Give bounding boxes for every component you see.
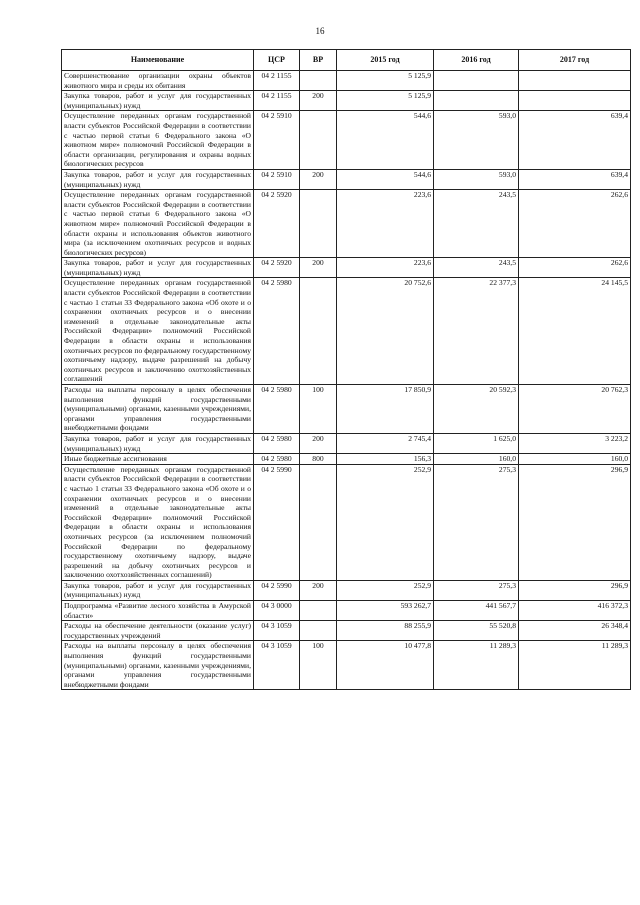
row-csr: 04 2 1155 — [254, 91, 300, 111]
row-2017: 639,4 — [519, 111, 631, 170]
row-2016: 441 567,7 — [434, 601, 519, 621]
row-csr: 04 2 5980 — [254, 385, 300, 434]
table-row — [62, 621, 631, 641]
table-row — [62, 641, 631, 690]
row-vr: 800 — [300, 454, 337, 465]
row-2015: 156,3 — [337, 454, 434, 465]
row-2016 — [434, 71, 519, 91]
row-2017 — [519, 71, 631, 91]
row-2017: 24 145,5 — [519, 278, 631, 385]
table-row — [62, 71, 631, 91]
row-vr: 200 — [300, 433, 337, 453]
row-2015: 593 262,7 — [337, 601, 434, 621]
row-csr: 04 2 5910 — [254, 169, 300, 189]
row-name: Подпрограмма «Развитие лесного хозяйства в Амурской области» — [62, 601, 254, 621]
row-2016 — [434, 91, 519, 111]
row-vr: 200 — [300, 258, 337, 278]
row-2016: 1 625,0 — [434, 433, 519, 453]
row-2017: 160,0 — [519, 454, 631, 465]
row-2017: 639,4 — [519, 169, 631, 189]
row-name: Закупка товаров, работ и услуг для государственных (муниципальных) нужд — [62, 580, 254, 600]
table-row — [62, 454, 631, 465]
row-2016: 160,0 — [434, 454, 519, 465]
row-2017 — [519, 91, 631, 111]
row-csr: 04 2 1155 — [254, 71, 300, 91]
header-csr: ЦСР — [254, 50, 300, 71]
row-2015: 17 850,9 — [337, 385, 434, 434]
row-2016: 593,0 — [434, 169, 519, 189]
table-row — [62, 91, 631, 111]
row-name: Осуществление переданных органам государственной власти субъектов Российской Федерации в соответствии с частью первой статьи 6 Федерального закона «О животном мире» полномочий Российской Федерации в области организации, регулирования и охраны водных биологических ресурсов — [62, 111, 254, 170]
row-name: Закупка товаров, работ и услуг для государственных (муниципальных) нужд — [62, 433, 254, 453]
row-2017: 296,9 — [519, 580, 631, 600]
row-csr: 04 2 5990 — [254, 464, 300, 580]
table-row — [62, 278, 631, 385]
row-csr: 04 3 1059 — [254, 641, 300, 690]
row-2016: 275,3 — [434, 464, 519, 580]
row-csr: 04 3 0000 — [254, 601, 300, 621]
row-2016: 243,5 — [434, 190, 519, 258]
row-2017: 416 372,3 — [519, 601, 631, 621]
table-row — [62, 111, 631, 170]
row-csr: 04 2 5910 — [254, 111, 300, 170]
row-vr — [300, 71, 337, 91]
row-vr — [300, 278, 337, 385]
row-name: Осуществление переданных органам государственной власти субъектов Российской Федерации в соответствии с частью первой статьи 6 Федерального закона «О животном мире» полномочий Российской Федерации в области охраны и использования объектов животного мира (за исключением охотничьих ресурсов и водных биологических ресурсов) — [62, 190, 254, 258]
row-2016: 11 289,3 — [434, 641, 519, 690]
row-2015: 544,6 — [337, 169, 434, 189]
row-vr: 100 — [300, 385, 337, 434]
row-name: Осуществление переданных органам государственной власти субъектов Российской Федерации в соответствии с частью 1 статьи 33 Федерального закона «Об охоте и о сохранении охотничьих ресурсов и о внесении изменений в отдельные законодательные акты Российской Федерации» полномочий Российской Федерации в области охраны и использования охотничьих ресурсов по федеральному государственному охотничьему надзору, выдаче разрешений на добычу охотничьих ресурсов и заключению охотхозяйственных соглашений — [62, 278, 254, 385]
budget-table — [61, 49, 631, 690]
row-2017: 11 289,3 — [519, 641, 631, 690]
row-2015: 5 125,9 — [337, 71, 434, 91]
row-csr: 04 2 5920 — [254, 190, 300, 258]
row-vr: 100 — [300, 641, 337, 690]
row-name: Совершенствование организации охраны объектов животного мира и среды их обитания — [62, 71, 254, 91]
row-vr: 200 — [300, 580, 337, 600]
row-vr: 200 — [300, 169, 337, 189]
row-2017: 262,6 — [519, 258, 631, 278]
row-vr — [300, 464, 337, 580]
row-2015: 88 255,9 — [337, 621, 434, 641]
row-2016: 20 592,3 — [434, 385, 519, 434]
row-vr: 200 — [300, 91, 337, 111]
row-csr: 04 2 5980 — [254, 433, 300, 453]
row-2017: 3 223,2 — [519, 433, 631, 453]
row-name: Расходы на выплаты персоналу в целях обеспечения выполнения функций государственными (муниципальными) органами, казенными учреждениями, органами управления государственными внебюджетными фондами — [62, 641, 254, 690]
header-name: Наименование — [62, 50, 254, 71]
row-2016: 275,3 — [434, 580, 519, 600]
header-2015: 2015 год — [337, 50, 434, 71]
row-csr: 04 3 1059 — [254, 621, 300, 641]
row-2015: 20 752,6 — [337, 278, 434, 385]
row-vr — [300, 621, 337, 641]
row-name: Закупка товаров, работ и услуг для государственных (муниципальных) нужд — [62, 169, 254, 189]
row-2017: 26 348,4 — [519, 621, 631, 641]
row-2015: 252,9 — [337, 464, 434, 580]
row-csr: 04 2 5980 — [254, 278, 300, 385]
row-name: Расходы на выплаты персоналу в целях обеспечения выполнения функций государственными (муниципальными) органами, казенными учреждениями, органами управления государственными внебюджетными фондами — [62, 385, 254, 434]
table-header-row — [62, 50, 631, 71]
row-vr — [300, 111, 337, 170]
table-row — [62, 385, 631, 434]
row-vr — [300, 190, 337, 258]
table-row — [62, 258, 631, 278]
header-vr: ВР — [300, 50, 337, 71]
row-name: Расходы на обеспечение деятельности (оказание услуг) государственных учреждений — [62, 621, 254, 641]
row-2015: 2 745,4 — [337, 433, 434, 453]
row-2016: 593,0 — [434, 111, 519, 170]
row-2016: 55 520,8 — [434, 621, 519, 641]
row-2015: 5 125,9 — [337, 91, 434, 111]
row-2015: 223,6 — [337, 258, 434, 278]
row-2016: 22 377,3 — [434, 278, 519, 385]
table-row — [62, 464, 631, 580]
row-csr: 04 2 5980 — [254, 454, 300, 465]
table-row — [62, 433, 631, 453]
row-csr: 04 2 5990 — [254, 580, 300, 600]
row-2015: 544,6 — [337, 111, 434, 170]
table-row — [62, 190, 631, 258]
table-row — [62, 580, 631, 600]
row-name: Осуществление переданных органам государственной власти субъектов Российской Федерации в соответствии с частью 1 статьи 33 Федерального закона «Об охоте и о сохранении охотничьих ресурсов и о внесении изменений в отдельные законодательные акты Российской Федерации» полномочий Российской Федерации в области охраны и использования охотничьих ресурсов (за исключением полномочий Российской Федерации по федеральному государственному охотничьему надзору, выдаче разрешений на добычу охотничьих ресурсов и заключению охотхозяйственных соглашений) — [62, 464, 254, 580]
row-name: Закупка товаров, работ и услуг для государственных (муниципальных) нужд — [62, 91, 254, 111]
page-number: 16 — [315, 26, 325, 36]
header-2017: 2017 год — [519, 50, 631, 71]
row-vr — [300, 601, 337, 621]
header-2016: 2016 год — [434, 50, 519, 71]
table-row — [62, 169, 631, 189]
row-2015: 252,9 — [337, 580, 434, 600]
row-2015: 223,6 — [337, 190, 434, 258]
row-2017: 296,9 — [519, 464, 631, 580]
row-2017: 20 762,3 — [519, 385, 631, 434]
row-csr: 04 2 5920 — [254, 258, 300, 278]
row-2015: 10 477,8 — [337, 641, 434, 690]
row-name: Закупка товаров, работ и услуг для государственных (муниципальных) нужд — [62, 258, 254, 278]
row-name: Иные бюджетные ассигнования — [62, 454, 254, 465]
table-row — [62, 601, 631, 621]
row-2016: 243,5 — [434, 258, 519, 278]
row-2017: 262,6 — [519, 190, 631, 258]
